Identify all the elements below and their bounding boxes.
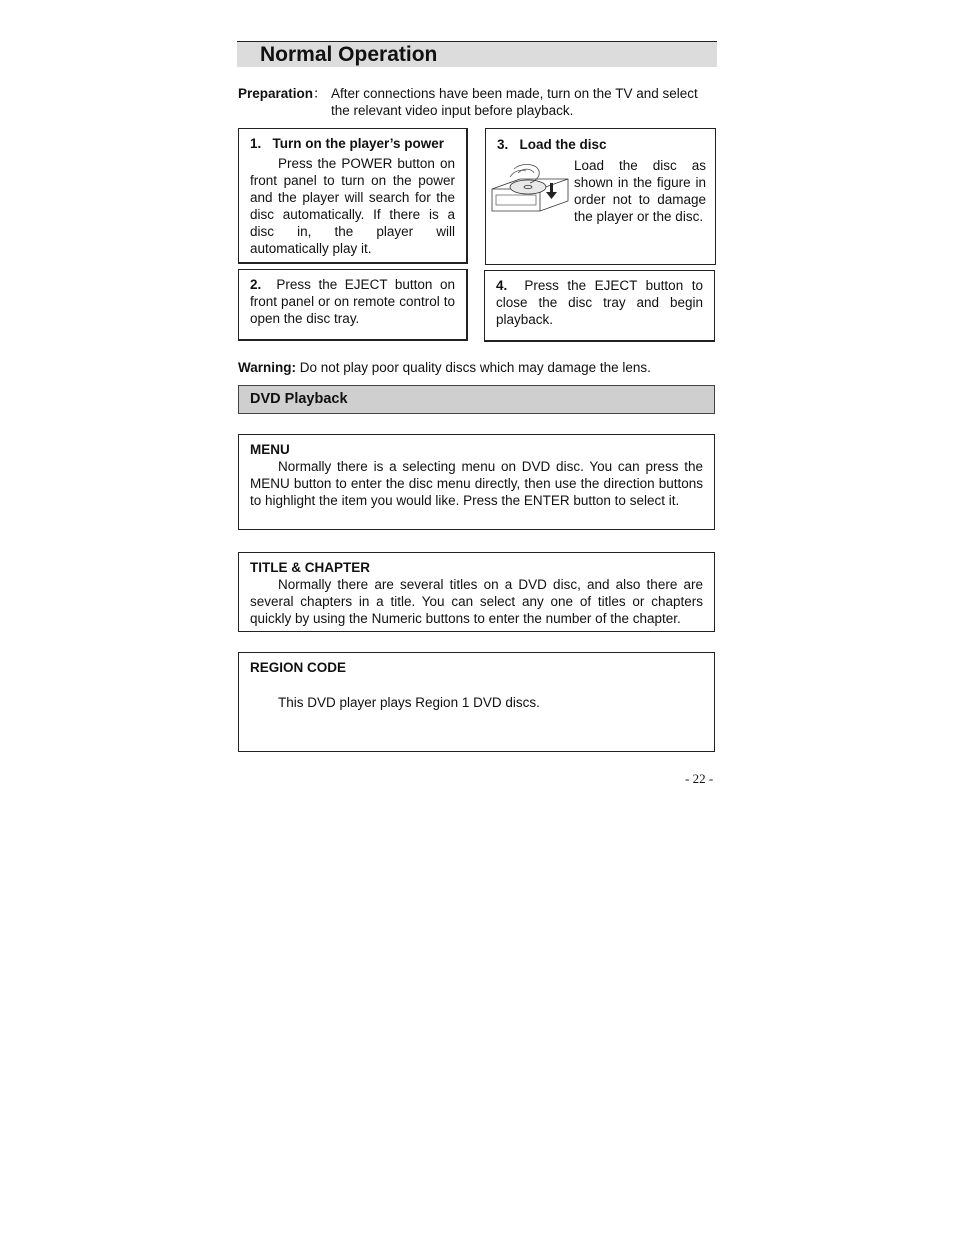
region-code-text: This DVD player plays Region 1 DVD discs. (278, 695, 540, 710)
menu-text: Normally there is a selecting menu on DVD disc. You can press the MENU button to enter the disc menu directly, then use the direction buttons to highlight the item you would like. Press the ENTER button to select it. (250, 459, 703, 508)
step-4-box (484, 270, 715, 342)
preparation-text: After connections have been made, turn on the TV and select the relevant video input before playback. (331, 86, 698, 118)
step-1-heading: 1. Turn on the player’s power (250, 136, 445, 151)
region-code-box (238, 652, 715, 752)
step-2-text: Press the EJECT button on front panel or on remote control to open the disc tray. (250, 277, 455, 326)
page-number: - 22 - (685, 771, 714, 786)
region-code-heading: REGION CODE (250, 660, 347, 675)
section-header-dvd-playback (238, 385, 715, 414)
step-4-text: Press the EJECT button to close the disc tray and begin playback. (496, 278, 703, 327)
warning-note (238, 359, 651, 376)
section-title: DVD Playback (250, 391, 348, 407)
preparation-label: Preparation： (238, 86, 327, 101)
step-1-text: Press the POWER button on front panel to turn on the power and the player will search for the disc automatically. If there is a disc in, the player will automatically play it. (250, 156, 455, 256)
step-3-box (485, 128, 716, 265)
warning-text: Do not play poor quality discs which may damage the lens. (296, 360, 651, 375)
menu-heading: MENU (250, 442, 290, 457)
step-1-box (238, 128, 468, 264)
page-title-bar (237, 41, 717, 67)
title-chapter-box (238, 552, 715, 632)
warning-label: Warning: (238, 360, 296, 375)
step-2-box (238, 269, 468, 341)
title-chapter-heading: TITLE & CHAPTER (250, 560, 370, 575)
title-chapter-text: Normally there are several titles on a DVD disc, and also there are several chapters in a title. You can select any one of titles or chapters quickly by using the Numeric buttons to enter the number of the chapter. (250, 577, 703, 626)
step-4-number: 4. (496, 278, 508, 293)
step-3-text: Load the disc as shown in the figure in order not to damage the player or the disc. (574, 158, 706, 224)
step-2-number: 2. (250, 277, 262, 292)
step-3-heading: 3. Load the disc (497, 137, 607, 152)
page-title: Normal Operation (260, 43, 438, 66)
disc-loading-illustration (490, 161, 570, 223)
menu-box (238, 434, 715, 530)
